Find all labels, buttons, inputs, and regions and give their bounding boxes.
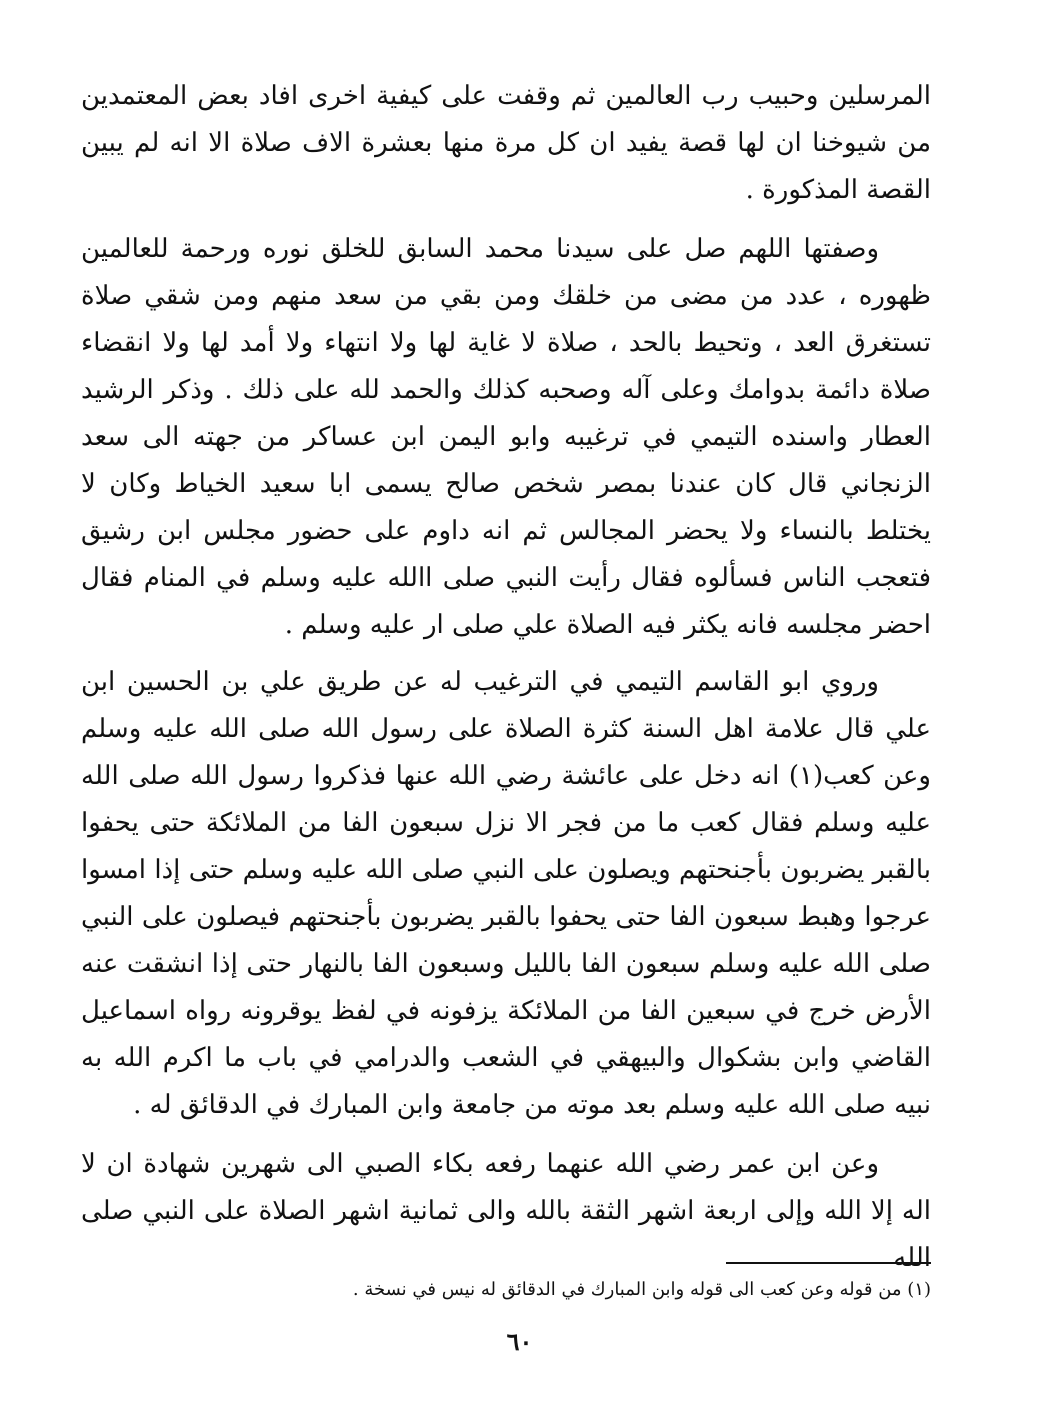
page-number: ٦٠ (506, 1327, 533, 1356)
footnote-separator (726, 1262, 931, 1264)
paragraph-1: المرسلين وحبيب رب العالمين ثم وقفت على كيفية اخرى افاد بعض المعتمدين من شيوخنا ان لها قصة يفيد ان كل مرة منها بعشرة الاف صلاة الا انه لم يبين القصة المذكورة . (81, 81, 931, 205)
footnote: (١) من قوله وعن كعب الى قوله وابن المبارك في الدقائق له نيس في نسخة . (352, 1279, 931, 1300)
paragraph-3: وروي ابو القاسم التيمي في الترغيب له عن طريق علي بن الحسين ابن علي قال علامة اهل السنة كثرة الصلاة على رسول الله صلى الله عليه وسلم وعن كعب(١) انه دخل على عائشة رضي الله عنها فذكروا رسول الله صلى الله عليه وسلم فقال كعب ما من فجر الا نزل سبعون الفا من الملائكة حتى يحفوا بالقبر يضربون بأجنحتهم ويصلون على النبي صلى الله عليه وسلم حتى إذا امسوا عرجوا وهبط سبعون الفا حتى يحفوا بالقبر يضربون بأجنحتهم فيصلون على النبي صلى الله عليه وسلم سبعون الفا بالليل وسبعون الفا بالنهار حتى إذا انشقت عنه الأرض خرج في سبعين الفا من الملائكة يزفونه في لفظ يوقرونه رواه اسماعيل القاضي وابن بشكوال والبيهقي في الشعب والدرامي في باب ما اكرم الله به نبيه صلى الله عليه وسلم بعد موته من جامعة وابن المبارك في الدقائق له . (81, 667, 931, 1120)
paragraph-4: وعن ابن عمر رضي الله عنهما رفعه بكاء الصبي الى شهرين شهادة ان لا اله إلا الله وإلى اربعة اشهر الثقة بالله والى ثمانية اشهر الصلاة على النبي صلى الله (81, 1149, 931, 1273)
paragraph-2: وصفتها اللهم صل على سيدنا محمد السابق للخلق نوره ورحمة للعالمين ظهوره ، عدد من مضى من خلقك ومن بقي من سعد منهم ومن شقي صلاة تستغرق العد ، وتحيط بالحد ، صلاة لا غاية لها ولا انتهاء ولا أمد لها ولا انقضاء صلاة دائمة بدوامك وعلى آله وصحبه كذلك والحمد لله على ذلك . وذكر الرشيد العطار واسنده التيمي في ترغيبه وابو اليمن ابن عساكر من جهته الى سعد الزنجاني قال كان عندنا بمصر شخص صالح يسمى ابا سعيد الخياط وكان لا يختلط بالنساء ولا يحضر المجالس ثم انه داوم على حضور مجلس ابن رشيق فتعجب الناس فسألوه فقال رأيت النبي صلى االله عليه وسلم في المنام فقال احضر مجلسه فانه يكثر فيه الصلاة علي صلى ار عليه وسلم . (81, 234, 931, 640)
